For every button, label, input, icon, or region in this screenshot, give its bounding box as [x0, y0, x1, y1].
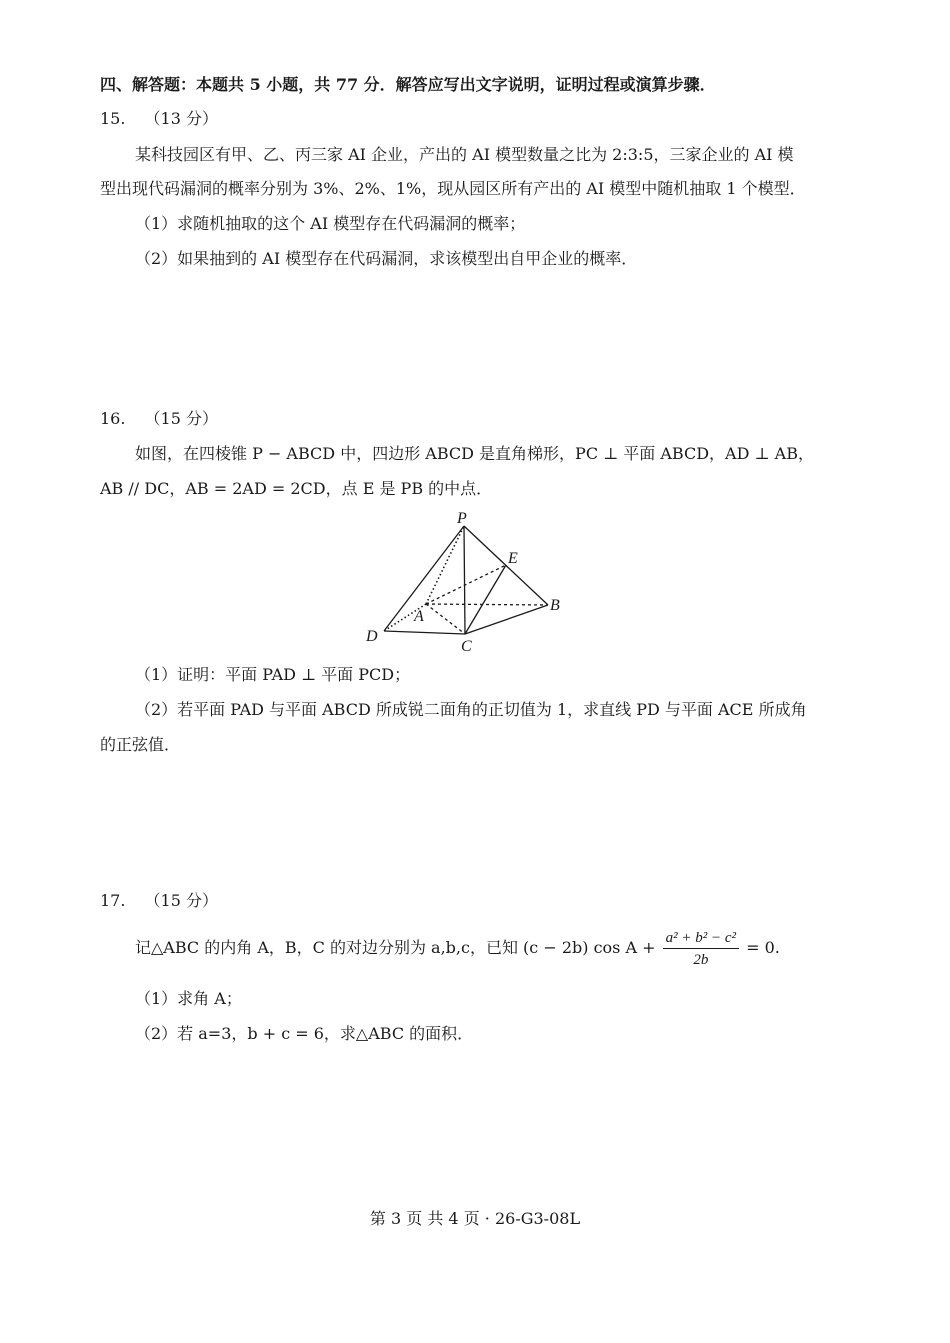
q17-number: 17. — [100, 891, 126, 910]
q16-line1: 如图，在四棱锥 P − ABCD 中，四边形 ABCD 是直角梯形，PC ⊥ 平面 ABCD，AD ⊥ AB， — [135, 444, 814, 463]
label-C: C — [461, 638, 472, 655]
edge-AC — [426, 604, 465, 634]
q15-header — [100, 108, 218, 130]
page-footer: 第 3 页 共 4 页 · 26-G3-08L — [369, 1209, 581, 1228]
q17-frac-denominator: 2b — [693, 951, 709, 968]
q17-fraction — [663, 929, 739, 969]
edge-DC — [384, 631, 465, 634]
q16-line2: AB // DC，AB = 2AD = 2CD，点 E 是 PB 的中点． — [100, 479, 493, 498]
label-P: P — [457, 510, 467, 527]
label-B: B — [550, 597, 560, 614]
q16-part1: （1）证明：平面 PAD ⊥ 平面 PCD； — [135, 665, 411, 684]
edge-PD — [384, 526, 464, 631]
q17-line1-prefix: 记△ABC 的内角 A，B，C 的对边分别为 a,b,c，已知 (c − 2b) cos A + — [135, 938, 656, 957]
label-E: E — [508, 550, 518, 567]
q17-frac-numerator: a² + b² − c² — [663, 929, 739, 949]
label-D: D — [366, 628, 378, 645]
q17-line1 — [135, 926, 780, 970]
edge-PC — [464, 526, 465, 634]
q17-part2: （2）若 a=3，b + c = 6，求△ABC 的面积． — [135, 1024, 474, 1043]
q17-line1-suffix: = 0. — [746, 938, 780, 957]
q16-part2b: 的正弦值． — [100, 735, 181, 754]
pyramid-figure — [360, 505, 580, 655]
q17-header — [100, 890, 218, 912]
q16-part2a: （2）若平面 PAD 与平面 ABCD 所成锐二面角的正切值为 1，求直线 PD 与平面 ACE 所成角 — [135, 700, 807, 719]
edge-AB — [426, 604, 548, 605]
label-A: A — [414, 608, 424, 625]
q15-line2: 型出现代码漏洞的概率分别为 3%、2%、1%，现从园区所有产出的 AI 模型中随机抽取 1 个模型． — [100, 179, 806, 198]
q16-number: 16. — [100, 409, 126, 428]
q17-part1: （1）求角 A； — [135, 989, 242, 1008]
q15-number: 15. — [100, 109, 126, 128]
edge-AP — [426, 526, 464, 604]
q16-score: （15 分） — [144, 409, 218, 428]
q15-score: （13 分） — [144, 109, 218, 128]
q17-score: （15 分） — [144, 891, 218, 910]
q15-line1: 某科技园区有甲、乙、丙三家 AI 企业，产出的 AI 模型数量之比为 2:3:5，三家企业的 AI 模 — [135, 145, 794, 164]
q16-header — [100, 408, 218, 430]
q15-part1: （1）求随机抽取的这个 AI 模型存在代码漏洞的概率； — [135, 214, 526, 233]
q15-part2: （2）如果抽到的 AI 模型存在代码漏洞，求该模型出自甲企业的概率． — [135, 249, 638, 268]
edge-CB — [465, 605, 548, 634]
section-heading: 四、解答题：本题共 5 小题，共 77 分．解答应写出文字说明，证明过程或演算步骤． — [100, 75, 716, 94]
